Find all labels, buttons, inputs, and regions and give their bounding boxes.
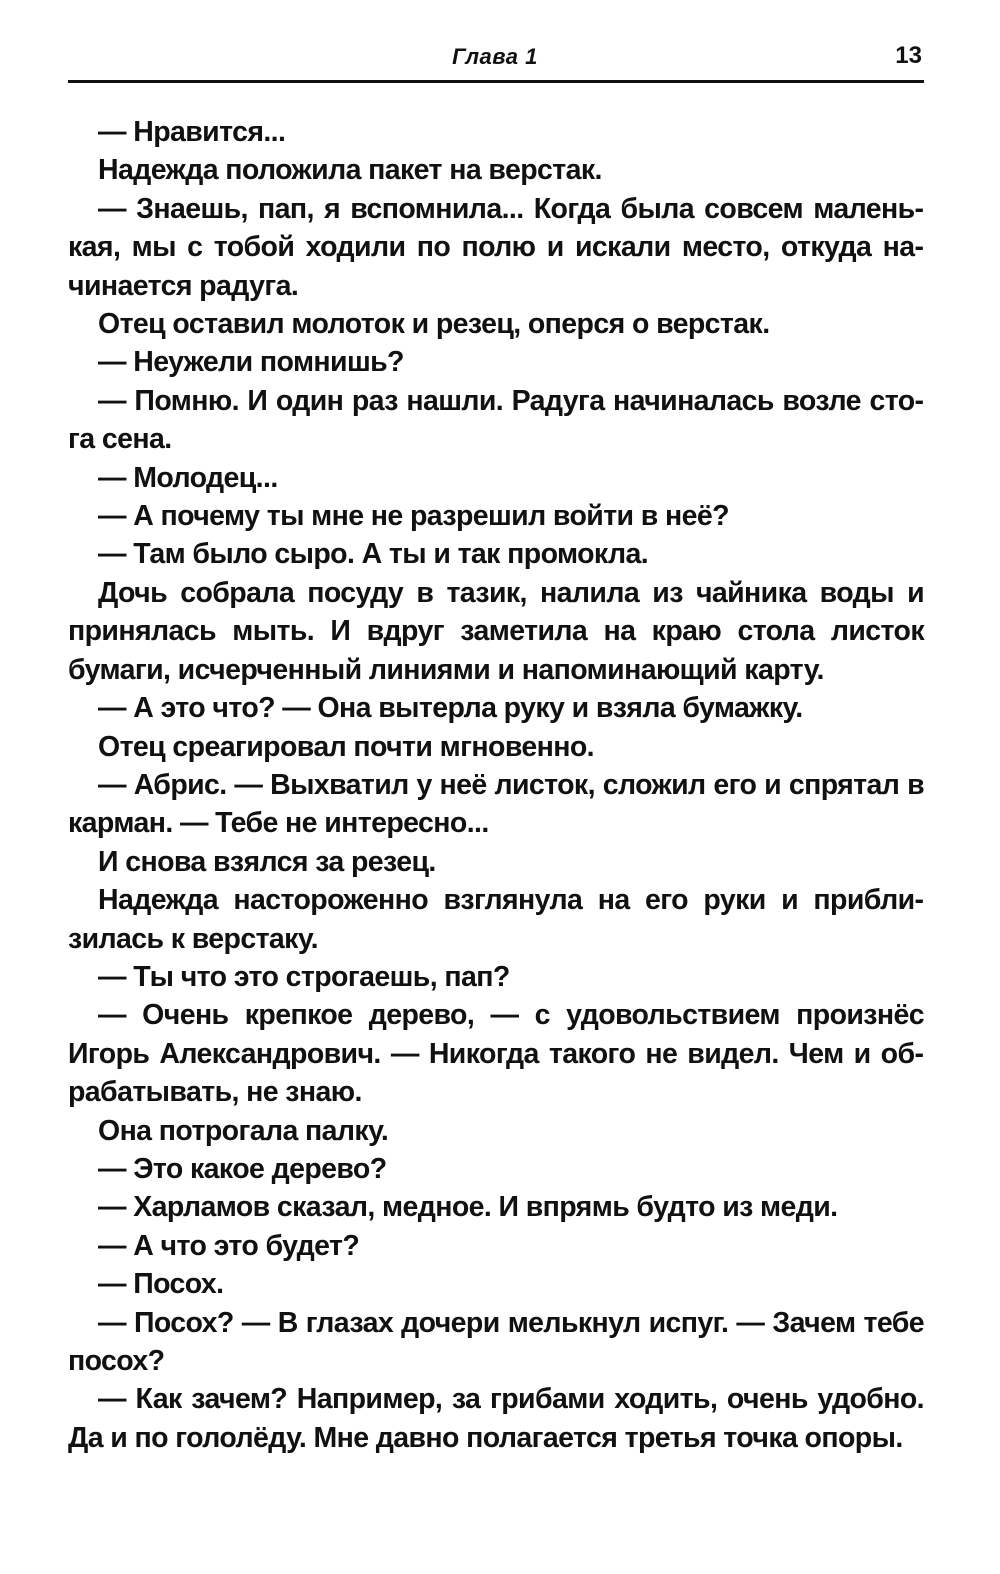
paragraph: — Знаешь, пап, я вспомнила... Когда была совсем маленькая, мы с тобой ходили по полю и искали место, откуда начинается радуга. <box>68 192 924 302</box>
paragraph: — А почему ты мне не разрешил войти в неё? <box>98 500 729 533</box>
chapter-title: Глава 1 <box>452 44 538 69</box>
paragraph: — Нравится... <box>98 116 286 148</box>
paragraph: — Как зачем? Например, за грибами ходить, очень удобно. Да и по гололёду. Мне давно полагается третья точка опоры. <box>68 1383 924 1454</box>
paragraph: — Абрис. — Выхватил у неё листок, сложил его и спрятал в карман. — Тебе не интересно... <box>68 768 924 840</box>
page-number: 13 <box>895 42 922 69</box>
paragraph: — А что это будет? <box>98 1229 360 1262</box>
running-head <box>68 40 922 80</box>
paragraph: Дочь собрала посуду в тазик, налила из чайника воды и принялась мыть. И вдруг заметила на краю стола листок бумаги, исчерченный линиями и напоминающий карту. <box>68 576 924 686</box>
paragraph: — Неужели помнишь? <box>98 346 404 379</box>
paragraph: — Очень крепкое дерево, — с удовольствием произнёс Игорь Александрович. — Никогда такого не видел. Чем и обрабатывать, не знаю. <box>68 999 924 1109</box>
paragraph: — Посох? — В глазах дочери мелькнул испуг. — Зачем тебе посох? <box>68 1306 924 1377</box>
paragraph: — Молодец... <box>98 461 278 494</box>
paragraph: — Харламов сказал, медное. И впрямь будто из меди. <box>98 1191 838 1224</box>
paragraph: — Ты что это строгаешь, пап? <box>98 960 510 993</box>
paragraph: — Помню. И один раз нашли. Радуга начиналась возле стога сена. <box>68 384 924 456</box>
paragraph: — Посох. <box>98 1268 224 1301</box>
paragraph: Отец среагировал почти мгновенно. <box>98 730 594 763</box>
body-text <box>68 113 924 1457</box>
paragraph: — Там было сыро. А ты и так промокла. <box>98 538 649 571</box>
paragraph: И снова взялся за резец. <box>98 845 436 878</box>
paragraph: Она потрогала палку. <box>98 1114 389 1147</box>
header-rule <box>68 80 924 83</box>
paragraph: Надежда положила пакет на верстак. <box>98 154 602 187</box>
paragraph: — А это что? — Она вытерла руку и взяла бумажку. <box>98 692 803 725</box>
paragraph: Отец оставил молоток и резец, оперся о верстак. <box>98 308 770 341</box>
paragraph: — Это какое дерево? <box>98 1152 387 1185</box>
paragraph: Надежда настороженно взглянула на его руки и приблизилась к верстаку. <box>68 884 924 955</box>
